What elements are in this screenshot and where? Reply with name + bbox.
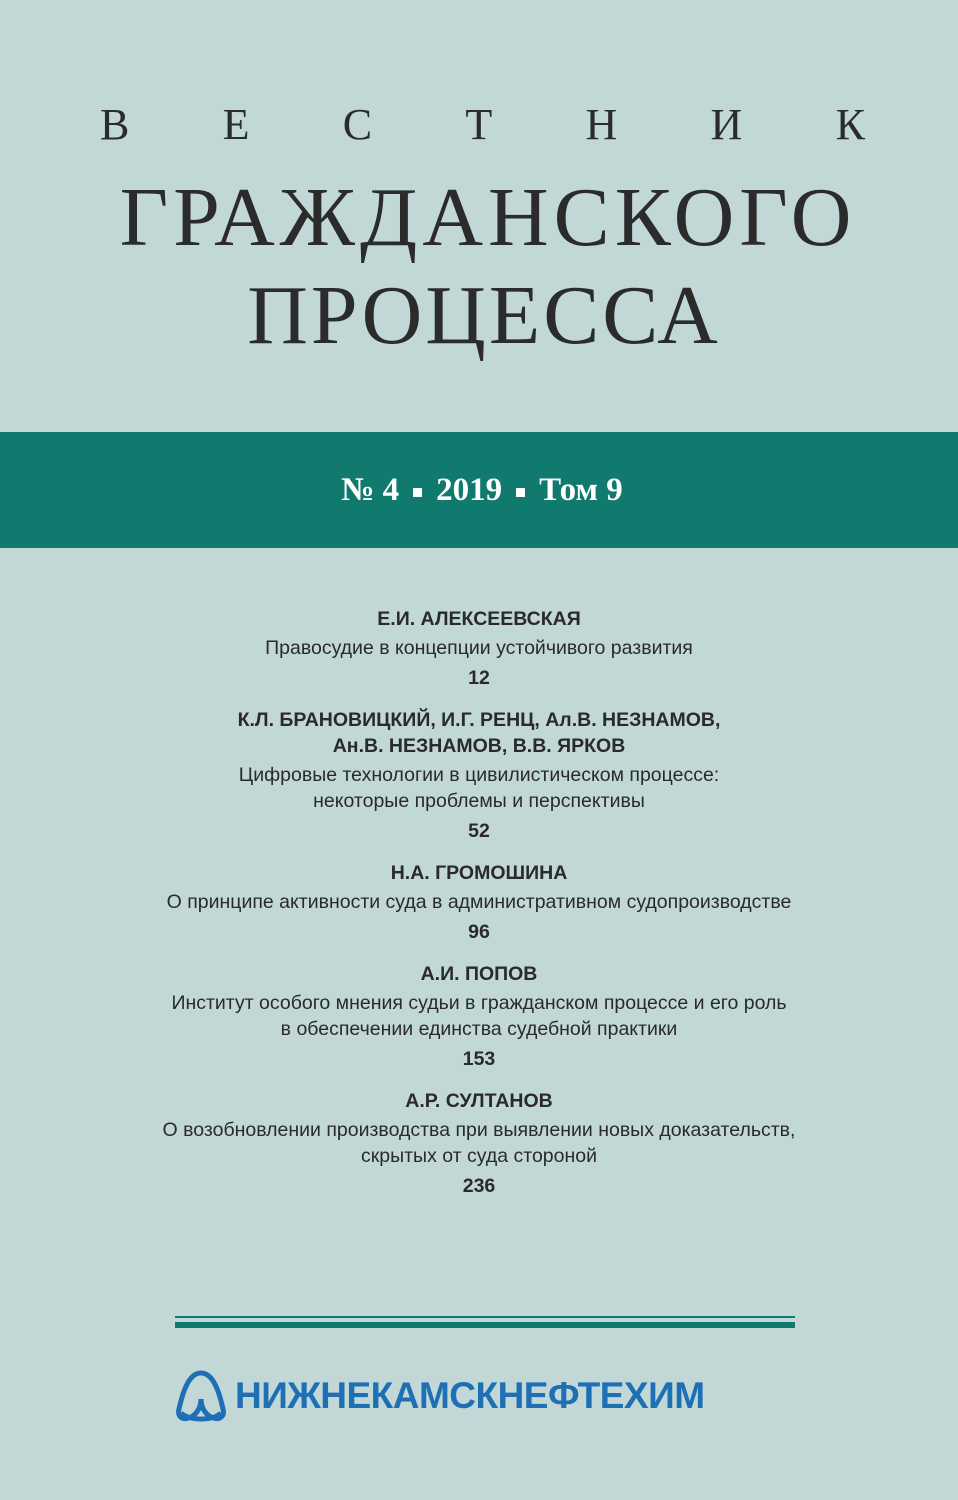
- sponsor-logo: [175, 1368, 705, 1424]
- authors-line: Ан.В. НЕЗНАМОВ, В.В. ЯРКОВ: [332, 735, 626, 757]
- authors-line: Н.А. ГРОМОШИНА: [390, 862, 568, 884]
- kicker-letter: Н: [585, 100, 618, 149]
- article-page: 52: [468, 820, 490, 842]
- article-title: [0, 762, 958, 814]
- issue-volume: Том 9: [539, 471, 623, 508]
- article-authors: [0, 860, 958, 886]
- journal-title-line2: ПРОЦЕССА: [247, 269, 721, 362]
- article-entry: [0, 961, 958, 1072]
- article-entry: [0, 707, 958, 844]
- kicker-letter: К: [835, 100, 865, 149]
- article-authors: [0, 961, 958, 987]
- authors-line: А.И. ПОПОВ: [420, 963, 538, 985]
- divider-thin: [175, 1316, 795, 1318]
- journal-title-line1: ГРАЖДАНСКОГО: [119, 171, 857, 264]
- square-bullet-icon: [516, 488, 525, 497]
- article-title: [0, 635, 958, 661]
- kicker-letter: В: [100, 100, 130, 149]
- triple-loop-logo-icon: [175, 1369, 227, 1423]
- article-authors: [0, 1088, 958, 1114]
- article-page: 96: [468, 921, 490, 943]
- title-line: О принципе активности суда в административном судопроизводстве: [166, 891, 792, 913]
- authors-line: К.Л. БРАНОВИЦКИЙ, И.Г. РЕНЦ, Ал.В. НЕЗНАМОВ,: [237, 709, 721, 731]
- article-entry: [0, 606, 958, 691]
- article-page: 153: [462, 1048, 496, 1070]
- article-title: [0, 990, 958, 1042]
- divider-thick: [175, 1322, 795, 1328]
- kicker-letter: С: [342, 100, 373, 149]
- title-line: в обеспечении единства судебной практики: [280, 1018, 678, 1040]
- article-title: [0, 1117, 958, 1169]
- title-line: Цифровые технологии в цивилистическом процессе:: [238, 764, 720, 786]
- issue-band: [0, 432, 958, 548]
- square-bullet-icon: [413, 488, 422, 497]
- journal-kicker: [100, 100, 865, 150]
- issue-year: 2019: [436, 471, 503, 508]
- title-line: О возобновлении производства при выявлении новых доказательств,: [162, 1119, 796, 1141]
- authors-line: А.Р. СУЛТАНОВ: [405, 1090, 553, 1112]
- title-line: Институт особого мнения судьи в гражданском процессе и его роль: [171, 992, 787, 1014]
- title-line: скрытых от суда стороной: [360, 1145, 598, 1167]
- article-page: 236: [462, 1175, 496, 1197]
- title-line: некоторые проблемы и перспективы: [313, 790, 645, 812]
- article-entry: [0, 860, 958, 945]
- article-authors: [0, 707, 958, 759]
- journal-masthead: [0, 0, 958, 430]
- issue-number: № 4: [341, 471, 400, 508]
- article-page: 12: [468, 667, 490, 689]
- article-entry: [0, 1088, 958, 1199]
- kicker-letter: Т: [465, 100, 493, 149]
- kicker-letter: И: [710, 100, 743, 149]
- article-title: [0, 889, 958, 915]
- authors-line: Е.И. АЛЕКСЕЕВСКАЯ: [377, 608, 581, 630]
- title-line: Правосудие в концепции устойчивого развития: [265, 637, 693, 659]
- kicker-letter: Е: [222, 100, 250, 149]
- sponsor-name: НИЖНЕКАМСКНЕФТЕХИМ: [235, 1375, 705, 1416]
- table-of-contents: [0, 606, 958, 1199]
- article-authors: [0, 606, 958, 632]
